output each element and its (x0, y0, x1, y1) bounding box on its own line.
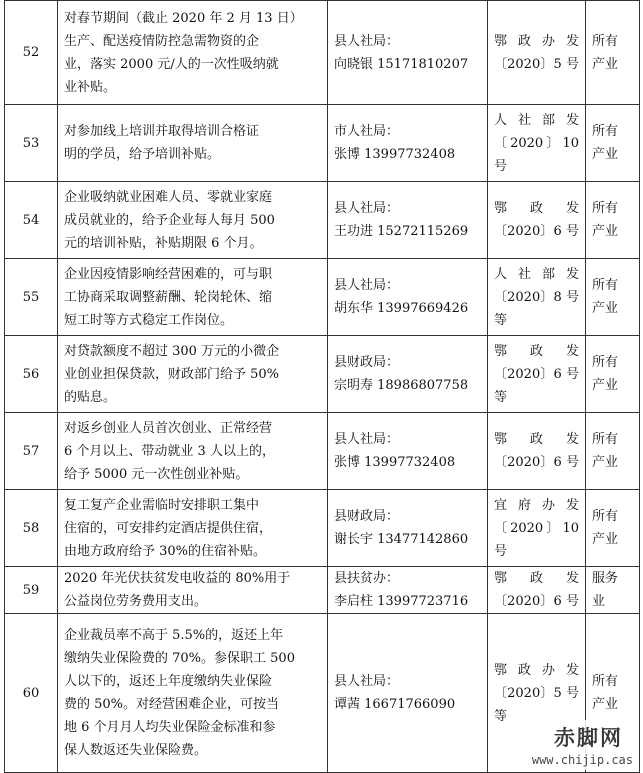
policy-content-line: 业，落实 2000 元/人的一次性吸纳就 (64, 56, 279, 72)
industry-scope-line: 产业 (592, 224, 619, 239)
policy-content-line: 成员就业的，给予企业每人每月 500 (64, 212, 275, 228)
contact-info-line: 宗明寿 18986807758 (334, 378, 469, 393)
row-number: 56 (5, 336, 58, 413)
industry-scope (586, 1, 640, 105)
policy-content (58, 182, 328, 259)
contact-info (328, 413, 488, 490)
industry-scope (586, 105, 640, 182)
document-number (488, 336, 586, 413)
policy-content (58, 336, 328, 413)
row-number: 53 (5, 105, 58, 182)
document-number-line: 号 (494, 543, 508, 559)
industry-scope-line: 所有 (592, 355, 619, 370)
industry-scope-line: 业 (592, 594, 606, 609)
site-watermark (515, 720, 637, 770)
policy-content-line: 对返乡创业人员首次创业、正常经营 (64, 420, 273, 436)
policy-content-line: 明的学员，给予培训补贴。 (64, 147, 221, 162)
policy-content-line: 生产、配送疫情防控急需物资的企 (64, 33, 260, 49)
contact-info-line: 县人社局： (334, 201, 400, 216)
industry-scope-line: 产业 (592, 147, 619, 162)
document-number-line: 等 (494, 708, 508, 724)
document-number-line: 号 (494, 158, 508, 174)
policy-content-line: 元的培训补贴，补贴期限 6 个月。 (64, 235, 263, 251)
row-number: 60 (5, 614, 58, 773)
contact-info-line: 县财政局： (334, 509, 400, 524)
industry-scope-line: 所有 (592, 33, 619, 49)
policy-content-line: 缴纳失业保险费的 70%。参保职工 500 (64, 651, 295, 666)
contact-info (328, 259, 488, 336)
industry-scope-line: 所有 (592, 674, 619, 689)
table-row (5, 490, 640, 567)
document-number-line: 〔2020〕10 (494, 520, 579, 536)
document-number-line: 鄂政发 (494, 432, 579, 447)
industry-scope-line: 所有 (592, 124, 619, 139)
policy-content-line: 的贴息。 (64, 389, 117, 405)
policy-content-line: 6 个月以上、带动就业 3 人以上的， (64, 443, 275, 459)
row-number: 57 (5, 413, 58, 490)
contact-info-line: 李启柱 13997723716 (334, 594, 469, 609)
policy-content-line: 给予 5000 元一次性创业补贴。 (64, 466, 249, 482)
contact-info (328, 336, 488, 413)
contact-info (328, 1, 488, 105)
table-row (5, 413, 640, 490)
table-row (5, 105, 640, 182)
contact-info-line: 县人社局： (334, 33, 400, 49)
contact-info-line: 县财政局： (334, 355, 400, 370)
watermark-url: www.chijip.cas (531, 753, 633, 767)
industry-scope-line: 产业 (592, 378, 619, 393)
industry-scope-line: 所有 (592, 432, 619, 447)
document-number-line: 鄂政办发 (494, 662, 579, 678)
document-number-line: 〔2020〕5 号 (494, 685, 579, 701)
industry-scope-line: 产业 (592, 697, 619, 712)
contact-info-line: 谢长宇 13477142860 (334, 532, 469, 547)
contact-info-line: 谭茜 16671766090 (334, 697, 456, 712)
contact-info-line: 县扶贫办： (334, 571, 400, 586)
policy-content-line: 业创业担保贷款，财政部门给予 50% (64, 366, 280, 382)
watermark-logo: 赤脚网 (554, 726, 623, 750)
document-number-line: 〔2020〕5 号 (494, 56, 579, 72)
policy-content-line: 保人数返还失业保险费。 (64, 743, 208, 758)
policy-content-line: 公益岗位劳务费用支出。 (64, 594, 208, 609)
document-number (488, 490, 586, 567)
document-number-line: 人社部发 (494, 266, 579, 282)
industry-scope-line: 所有 (592, 201, 619, 216)
industry-scope (586, 259, 640, 336)
document-number-line: 〔2020〕6 号 (494, 455, 579, 470)
policy-content-line: 由地方政府给予 30%的住宿补贴。 (64, 543, 267, 559)
industry-scope-line: 服务 (592, 571, 619, 586)
document-number (488, 259, 586, 336)
policy-content-line: 对参加线上培训并取得培训合格证 (64, 124, 260, 139)
document-number (488, 567, 586, 614)
industry-scope (586, 413, 640, 490)
policy-content (58, 567, 328, 614)
industry-scope-line: 产业 (592, 56, 619, 72)
contact-info (328, 182, 488, 259)
contact-info-line: 张博 13997732408 (334, 147, 456, 162)
policy-content (58, 1, 328, 105)
document-number-line: 鄂政发 (494, 343, 579, 359)
document-number-line: 鄂政发 (494, 201, 579, 216)
policy-content (58, 105, 328, 182)
row-number: 52 (5, 1, 58, 105)
policy-content-line: 对贷款额度不超过 300 万元的小微企 (64, 343, 280, 359)
row-number: 59 (5, 567, 58, 614)
document-number-line: 〔2020〕8 号 (494, 289, 579, 305)
table-row (5, 182, 640, 259)
contact-info-line: 王功进 15272115269 (334, 224, 469, 239)
policy-content-line: 企业因疫情影响经营困难的，可与职 (64, 266, 273, 282)
document-number-line: 鄂政办发 (494, 33, 579, 49)
contact-info-line: 县人社局： (334, 432, 400, 447)
document-number (488, 413, 586, 490)
policy-content-line: 企业吸纳就业困难人员、零就业家庭 (64, 189, 273, 205)
policy-content-line: 企业裁员率不高于 5.5%的，返还上年 (64, 628, 284, 643)
policy-content (58, 614, 328, 773)
policy-content-line: 住宿的，可安排约定酒店提供住宿， (64, 520, 273, 536)
industry-scope-line: 所有 (592, 278, 619, 293)
document-number-line: 等 (494, 389, 508, 405)
document-number (488, 1, 586, 105)
table-row (5, 1, 640, 105)
contact-info-line: 向晓银 15171810207 (334, 56, 469, 72)
policy-content-line: 2020 年光伏扶贫发电收益的 80%用于 (64, 571, 291, 586)
contact-info-line: 县人社局： (334, 278, 400, 293)
policy-content (58, 490, 328, 567)
document-number-line: 〔2020〕10 (494, 135, 579, 151)
contact-info-line: 县人社局： (334, 674, 400, 689)
document-number-line: 鄂政发 (494, 571, 579, 586)
policy-content-line: 复工复产企业需临时安排职工集中 (64, 497, 260, 513)
contact-info (328, 614, 488, 773)
contact-info (328, 490, 488, 567)
document-number (488, 105, 586, 182)
table-row (5, 567, 640, 614)
industry-scope (586, 490, 640, 567)
policy-table-body (5, 1, 640, 773)
policy-table (4, 0, 640, 773)
document-number-line: 〔2020〕6 号 (494, 366, 579, 382)
policy-content-line: 地 6 个月月人均失业保险金标准和参 (64, 720, 276, 735)
policy-content (58, 413, 328, 490)
document-number-line: 宜府办发 (494, 497, 579, 513)
industry-scope-line: 产业 (592, 455, 619, 470)
industry-scope (586, 336, 640, 413)
row-number: 55 (5, 259, 58, 336)
document-number-line: 〔2020〕6 号 (494, 594, 579, 609)
industry-scope-line: 产业 (592, 532, 619, 547)
policy-content-line: 业补贴。 (64, 79, 117, 95)
contact-info-line: 张博 13997732408 (334, 455, 456, 470)
contact-info-line: 市人社局： (334, 124, 400, 139)
policy-content-line: 对春节期间（截止 2020 年 2 月 13 日） (64, 10, 303, 26)
policy-content-line: 费的 50%。对经营困难企业，可按当 (64, 697, 280, 712)
document-number (488, 182, 586, 259)
policy-content (58, 259, 328, 336)
industry-scope-line: 所有 (592, 509, 619, 524)
table-row (5, 259, 640, 336)
table-row (5, 336, 640, 413)
row-number: 58 (5, 490, 58, 567)
contact-info (328, 567, 488, 614)
policy-content-line: 人以下的，返还上年度缴纳失业保险 (64, 674, 273, 689)
row-number: 54 (5, 182, 58, 259)
document-number-line: 〔2020〕6 号 (494, 224, 579, 239)
document-number-line: 等 (494, 312, 508, 328)
industry-scope-line: 产业 (592, 301, 619, 316)
policy-content-line: 短工时等方式稳定工作岗位。 (64, 312, 234, 328)
industry-scope (586, 567, 640, 614)
document-number-line: 人社部发 (494, 112, 579, 128)
contact-info (328, 105, 488, 182)
industry-scope (586, 182, 640, 259)
policy-content-line: 工协商采取调整薪酬、轮岗轮休、缩 (64, 289, 273, 305)
contact-info-line: 胡东华 13997669426 (334, 301, 469, 316)
